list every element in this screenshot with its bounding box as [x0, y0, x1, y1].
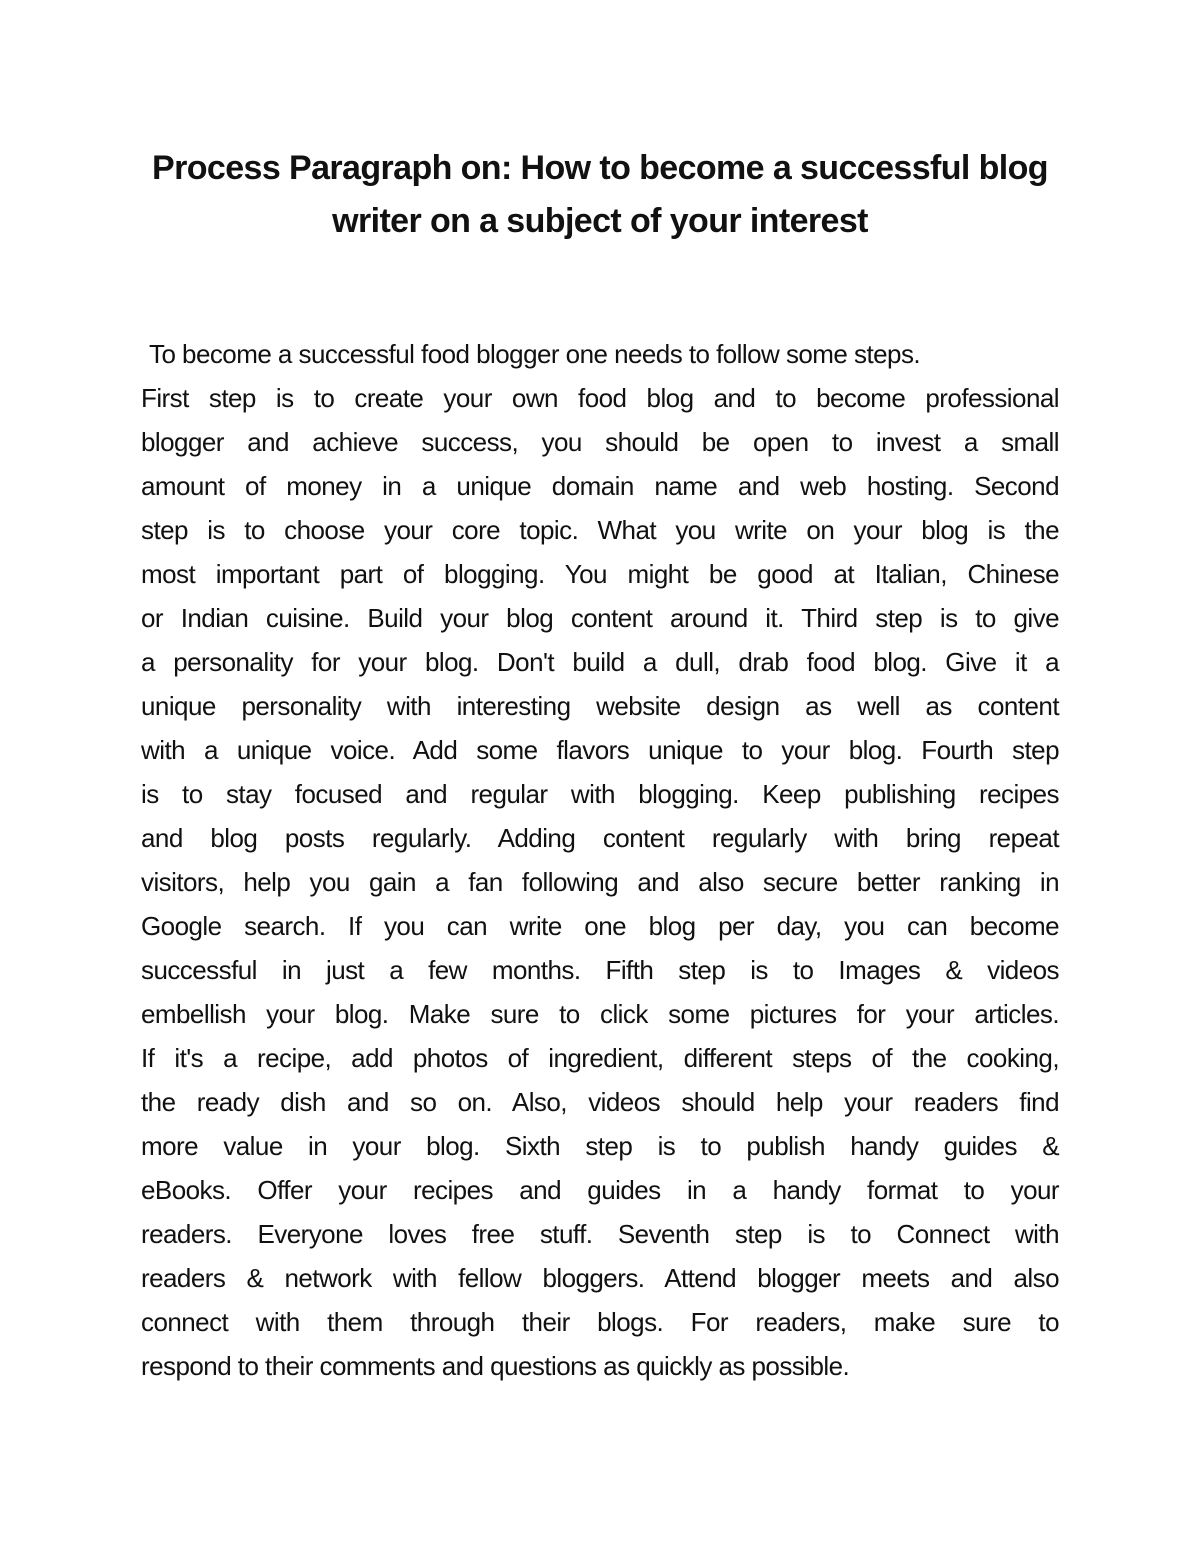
- body-line: or Indian cuisine. Build your blog content around it. Third step is to give: [141, 603, 1059, 633]
- body-line: the ready dish and so on. Also, videos should help your readers find: [141, 1087, 1059, 1117]
- body-line: connect with them through their blogs. For readers, make sure to: [141, 1307, 1059, 1337]
- body-line: successful in just a few months. Fifth step is to Images & videos: [141, 955, 1059, 985]
- body-line: First step is to create your own food blog and to become professional: [141, 383, 1059, 413]
- body-line: more value in your blog. Sixth step is to publish handy guides &: [141, 1131, 1059, 1161]
- body-line: readers & network with fellow bloggers. Attend blogger meets and also: [141, 1263, 1059, 1293]
- body-line: amount of money in a unique domain name and web hosting. Second: [141, 471, 1059, 501]
- document-body-paragraph: [141, 332, 1059, 1388]
- body-line: [141, 332, 1059, 376]
- title-line: Process Paragraph on: How to become a successful blog: [152, 149, 1048, 187]
- body-line: a personality for your blog. Don't build a dull, drab food blog. Give it a: [141, 647, 1059, 677]
- body-line: eBooks. Offer your recipes and guides in a handy format to your: [141, 1175, 1059, 1205]
- body-line: Google search. If you can write one blog per day, you can become: [141, 911, 1059, 941]
- document-title: [140, 142, 1060, 248]
- body-line: respond to their comments and questions as quickly as possible.: [141, 1351, 850, 1381]
- body-line: step is to choose your core topic. What you write on your blog is the: [141, 515, 1059, 545]
- body-line: blogger and achieve success, you should be open to invest a small: [141, 427, 1059, 457]
- body-line: readers. Everyone loves free stuff. Seventh step is to Connect with: [141, 1219, 1059, 1249]
- body-line: is to stay focused and regular with blogging. Keep publishing recipes: [141, 779, 1059, 809]
- body-line: most important part of blogging. You might be good at Italian, Chinese: [141, 559, 1059, 589]
- body-line: with a unique voice. Add some flavors unique to your blog. Fourth step: [141, 735, 1059, 765]
- body-line: If it's a recipe, add photos of ingredient, different steps of the cooking,: [141, 1043, 1059, 1073]
- title-line: writer on a subject of your interest: [332, 202, 868, 240]
- body-line: unique personality with interesting website design as well as content: [141, 691, 1059, 721]
- body-line: visitors, help you gain a fan following and also secure better ranking in: [141, 867, 1059, 897]
- body-line: embellish your blog. Make sure to click some pictures for your articles.: [141, 999, 1059, 1029]
- body-line-text: To become a successful food blogger one needs to follow some steps.: [149, 339, 921, 369]
- body-line: and blog posts regularly. Adding content regularly with bring repeat: [141, 823, 1059, 853]
